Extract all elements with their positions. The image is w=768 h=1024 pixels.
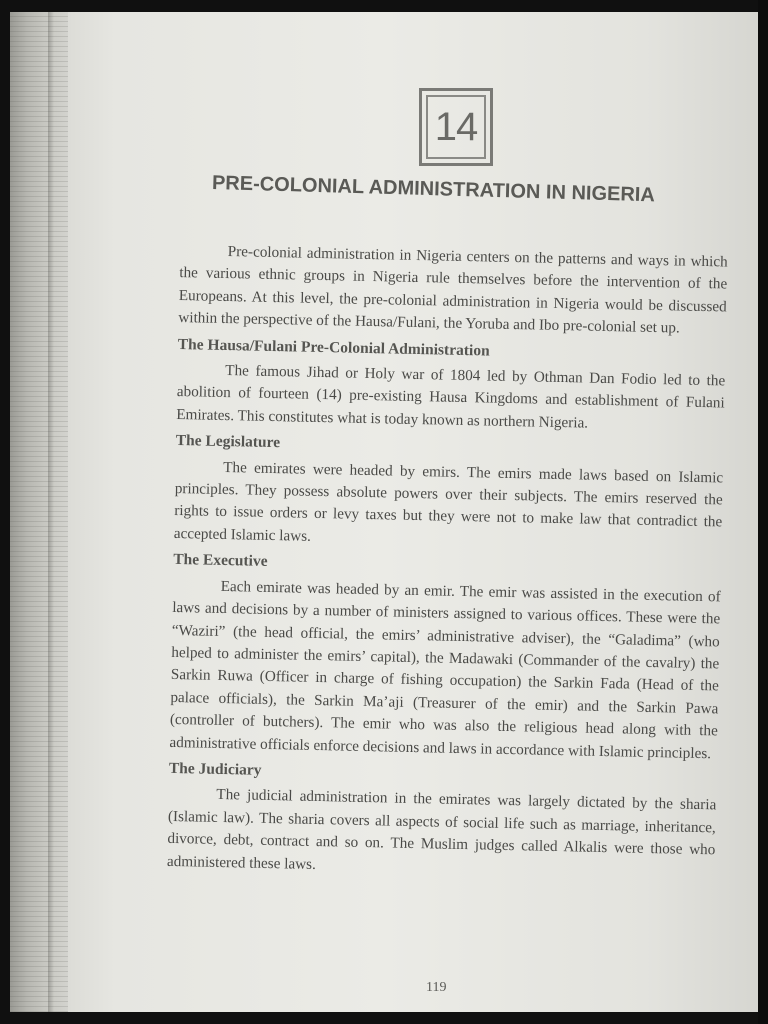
chapter-number-box [419,88,493,166]
page-number: 119 [426,980,447,995]
background-edge [758,0,768,1024]
book-binding-edge [10,12,68,1012]
section-heading-executive: The Executive [173,551,268,571]
hausa-fulani-paragraph: The famous Jihad or Holy war of 1804 led by Othman Dan Fodio led to the abolition of fourteen (14) pre-existing Hausa Kingdoms and establishment of Fulani Emirates. This constitutes what is today known as northern Nigeria. [176,362,726,432]
chapter-number: 14 [426,95,486,159]
chapter-body [167,240,728,888]
judiciary-paragraph: The judicial administration in the emirates was largely dictated by the sharia (Islamic law). The sharia covers all aspects of social life such as marriage, inheritance, divorce, debt, contract and so on. The Muslim judges called Alkalis were those who administered these laws. [166,786,717,873]
chapter-title: PRE-COLONIAL ADMINISTRATION IN NIGERIA [211,172,656,207]
section-heading-legislature: The Legislature [175,432,281,452]
book-page [10,12,758,1012]
legislature-paragraph: The emirates were headed by emirs. The emirs made laws based on Islamic principles. They possess absolute powers over their subjects. The emirs reserved the rights to issue orders or levy taxes but they were not to make law that contradict the accepted Islamic laws. [173,458,724,545]
section-heading-hausa-fulani: The Hausa/Fulani Pre-Colonial Administration [177,335,490,360]
intro-paragraph: Pre-colonial administration in Nigeria centers on the patterns and ways in which the various ethnic groups in Nigeria rule themselves before the intervention of the Europeans. At this level, the pre-colonial administration in Nigeria would be discussed within the perspective of the Hausa/Fulani, the Yoruba and Ibo pre-colonial set up. [178,243,728,337]
section-heading-judiciary: The Judiciary [168,759,262,779]
executive-paragraph: Each emirate was headed by an emir. The emir was assisted in the execution of laws and decisions by a number of ministers assigned to various offices. These were the “Waziri” (the head official, the emirs’ administrative adviser), the “Galadima” (who helped to administer the emirs’ capital), the Madawaki (Commander of the cavalry) the Sarkin Ruwa (Officer in charge of fishing occupation) the Sarkin Fada (Head of the palace officials), the Sarkin Ma’aji (Treasurer of the emir) and the Sarkin Pawa (controller of butchers). The emir who was also the religious head along with the administrative officials enforce decisions and laws in accordance with Islamic principles. [169,577,721,762]
